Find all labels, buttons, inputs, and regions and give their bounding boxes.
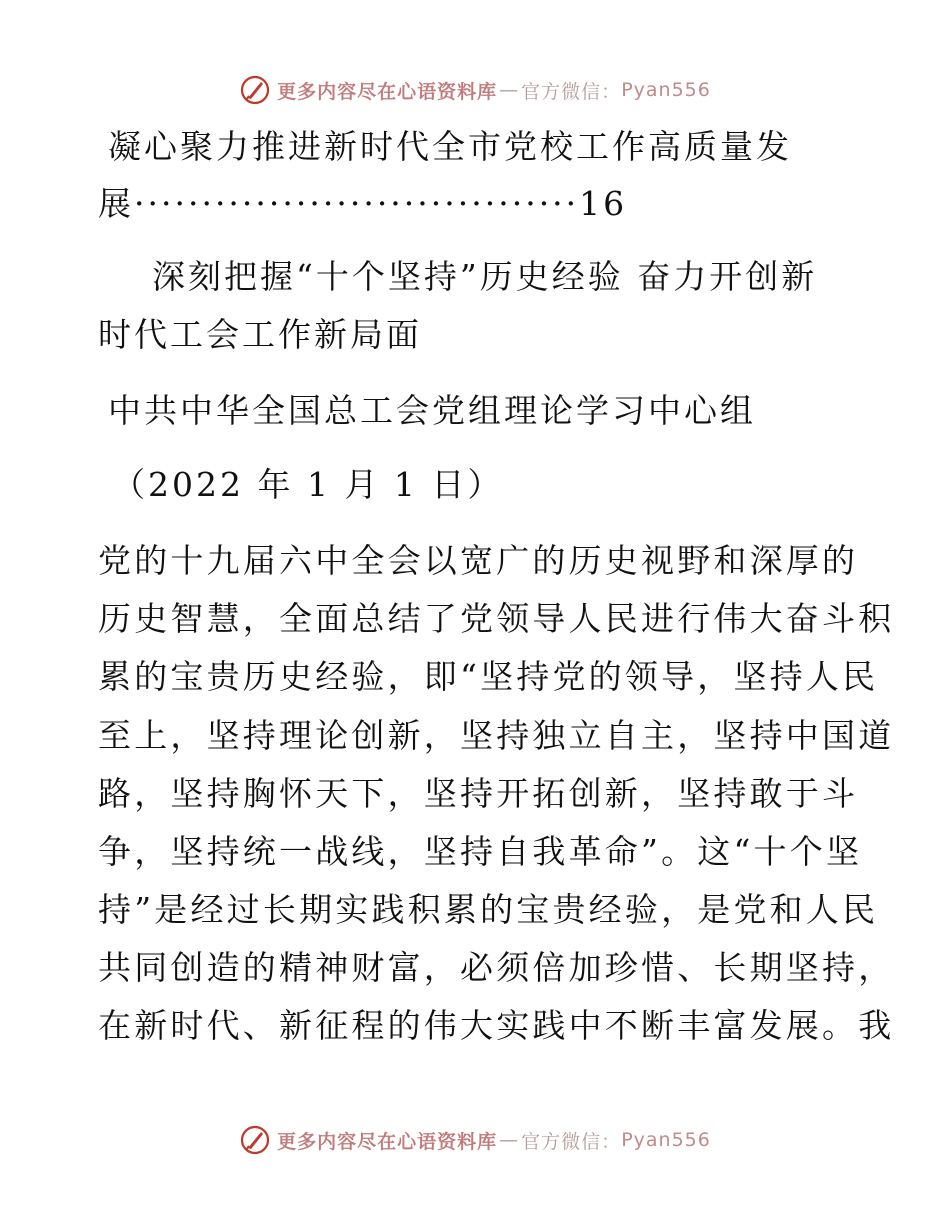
article-author: 中共中华全国总工会党组理论学习中心组 xyxy=(108,391,756,430)
watermark-site-name: 更多内容尽在心语资料库 xyxy=(277,1130,498,1153)
article-title-line-2: 时代工会工作新局面 xyxy=(98,315,422,354)
body-line: 历史智慧，全面总结了党领导人民进行伟大奋斗积 xyxy=(98,599,895,638)
watermark-label: 官方微信： xyxy=(521,80,622,103)
watermark-wechat-id: Pyan556 xyxy=(621,1129,711,1151)
quill-logo-icon xyxy=(239,74,271,106)
body-line: 路，坚持胸怀天下，坚持开拓创新，坚持敢于斗 xyxy=(98,774,859,813)
article-title-line-1: 深刻把握“十个坚持”历史经验 奋力开创新 xyxy=(152,257,818,296)
watermark-dash: — xyxy=(499,79,520,101)
toc-entry-title: 凝心聚力推进新时代全市党校工作高质量发 xyxy=(108,127,792,166)
watermark-dash: — xyxy=(499,1129,520,1151)
watermark-label: 官方微信： xyxy=(521,1130,622,1153)
watermark-footer xyxy=(0,1118,950,1162)
body-line: 在新时代、新征程的伟大实践中不断丰富发展。我 xyxy=(98,1006,895,1045)
body-line: 累的宝贵历史经验，即“坚持党的领导，坚持人民 xyxy=(98,657,879,696)
toc-entry-page: 展·································16 xyxy=(98,184,628,223)
watermark-header xyxy=(0,68,950,112)
body-line: 至上，坚持理论创新，坚持独立自主，坚持中国道 xyxy=(98,716,895,755)
body-line: 持”是经过长期实践积累的宝贵经验，是党和人民 xyxy=(98,890,879,929)
body-line: 党的十九届六中全会以宽广的历史视野和深厚的 xyxy=(98,541,859,580)
body-line: 争，坚持统一战线，坚持自我革命”。这“十个坚 xyxy=(98,832,863,871)
article-date: （2022 年 1 月 1 日） xyxy=(112,465,504,504)
body-line: 共同创造的精神财富，必须倍加珍惜、长期坚持， xyxy=(98,948,895,987)
quill-logo-icon xyxy=(239,1124,271,1156)
watermark-wechat-id: Pyan556 xyxy=(621,79,711,101)
watermark-site-name: 更多内容尽在心语资料库 xyxy=(277,80,498,103)
